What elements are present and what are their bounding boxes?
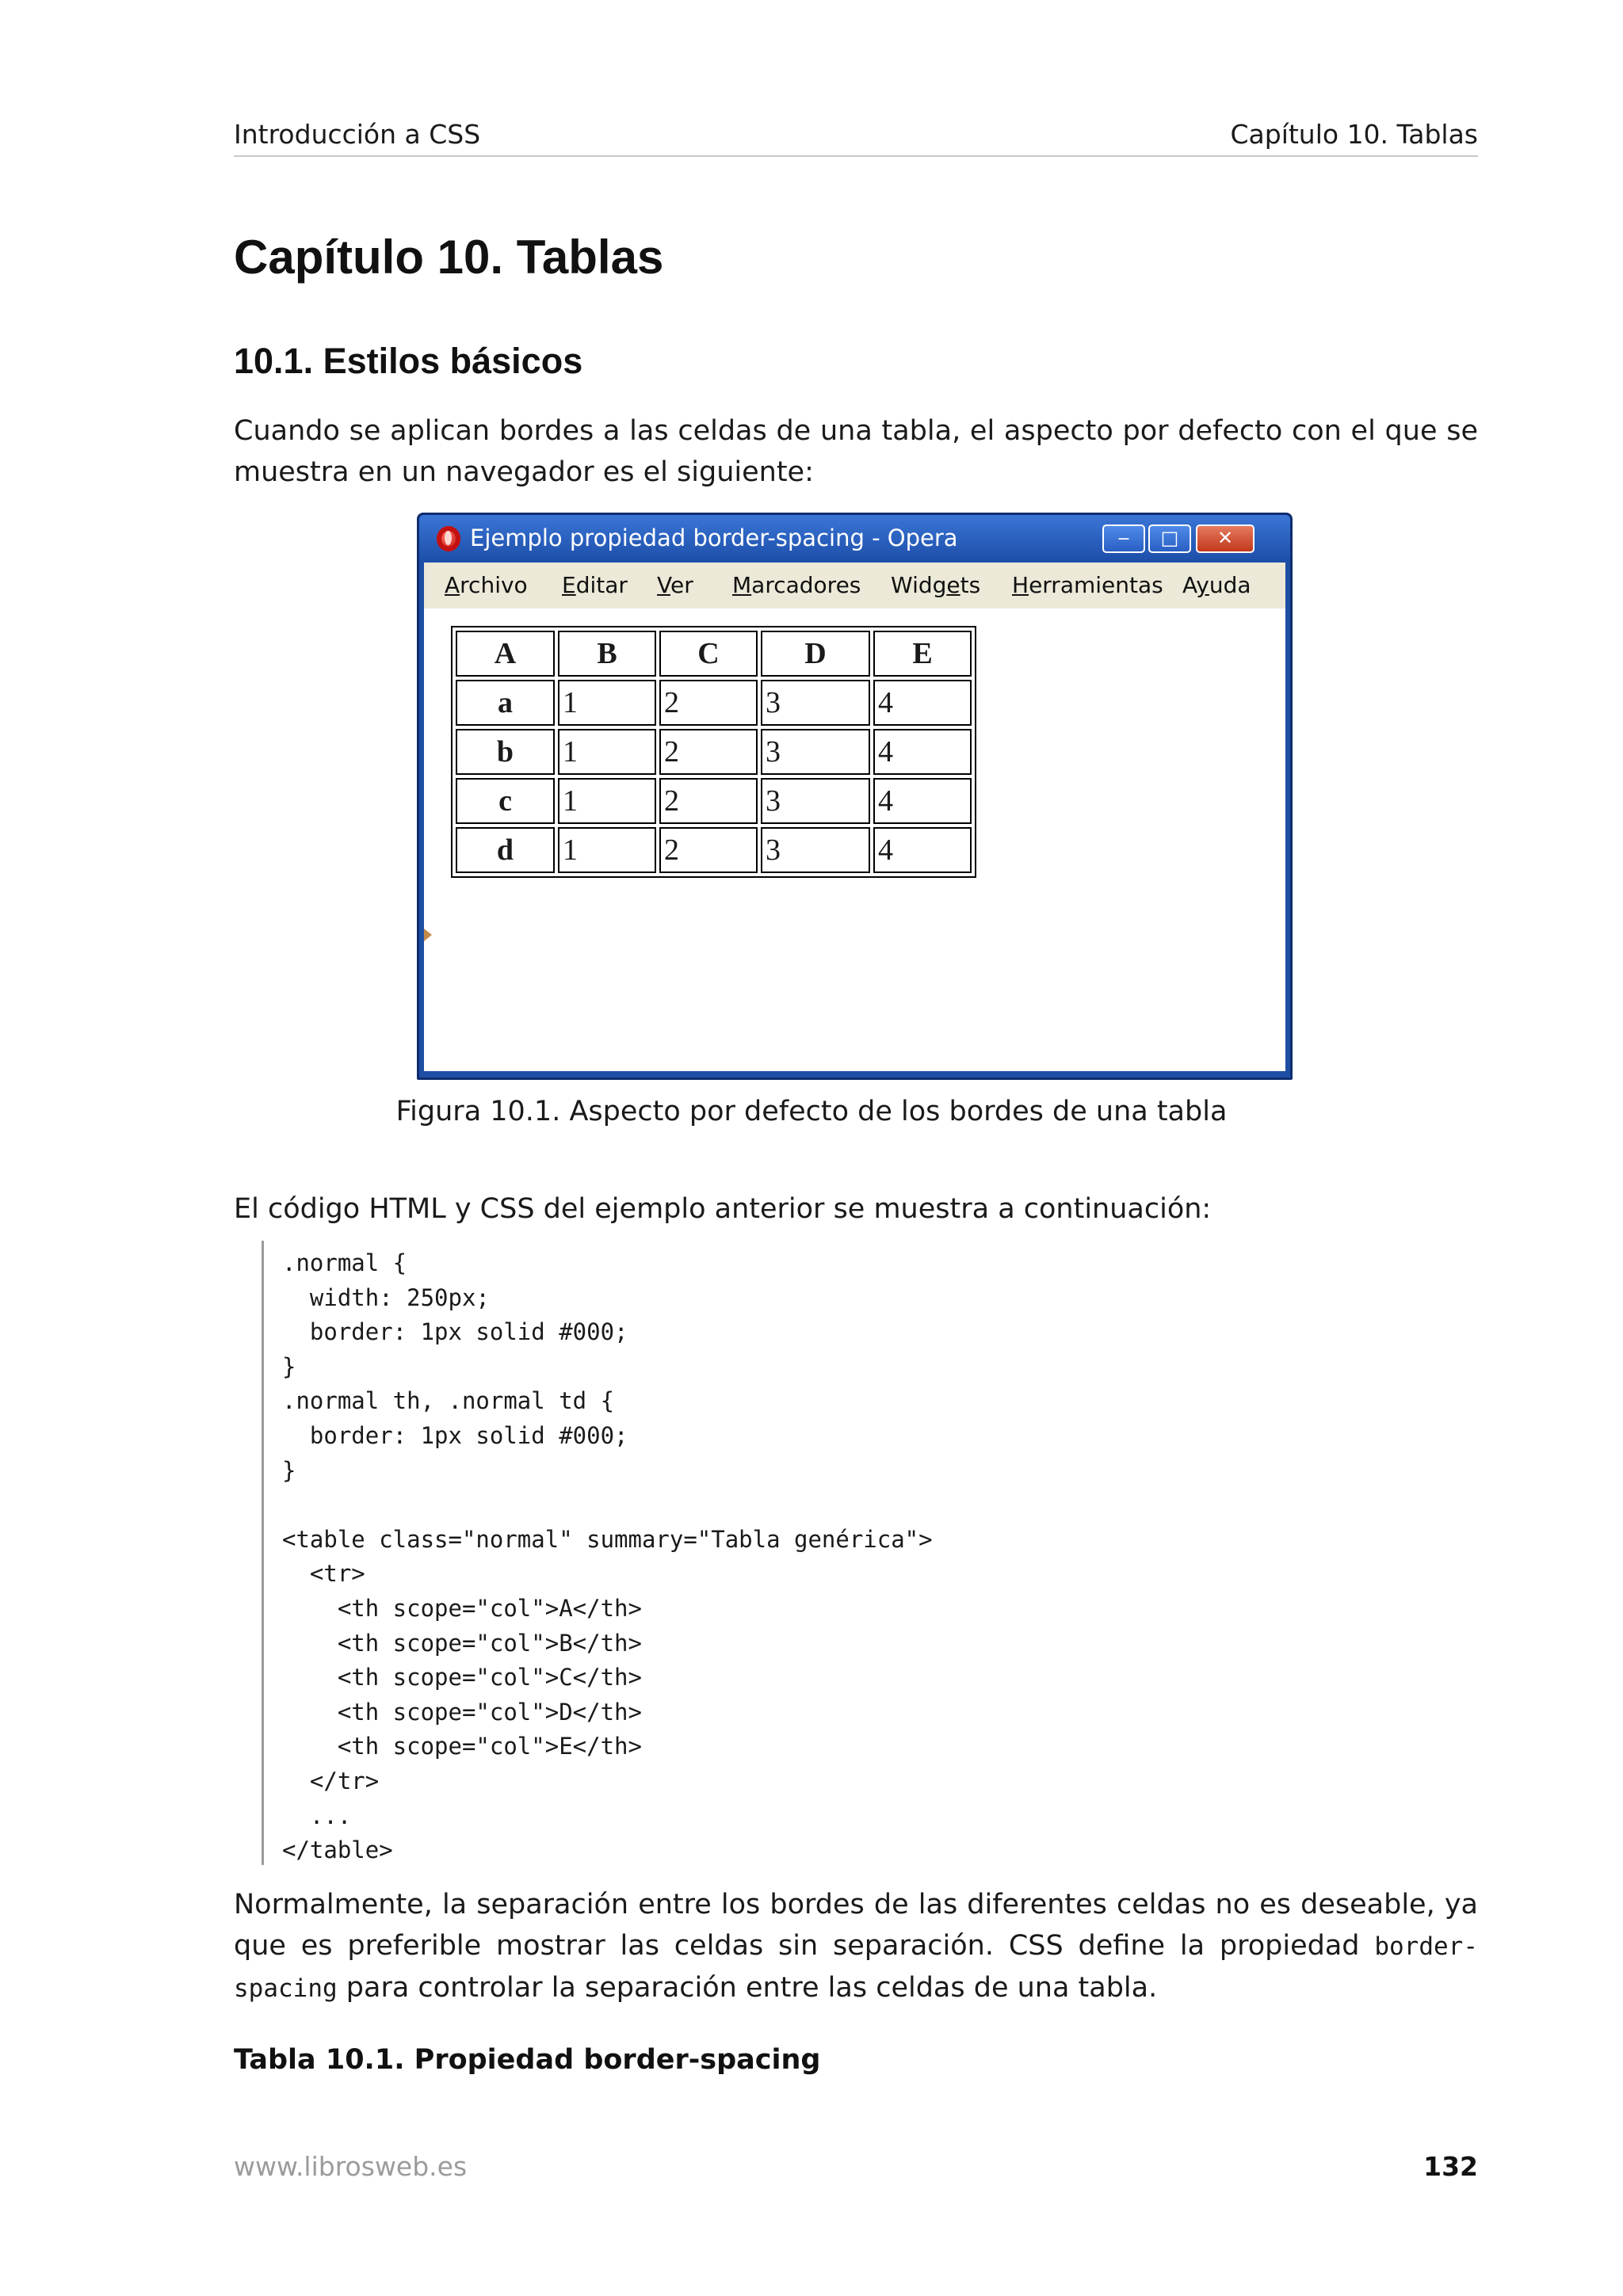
menu-archivo[interactable] [445,572,528,598]
running-header-right: Capítulo 10. Tablas [1230,119,1478,150]
menu-editar-post: ditar [575,572,628,598]
table-header-row [456,631,972,677]
menu-widgets-pre: Widg [891,572,947,598]
example-table [451,626,976,878]
menu-ayuda[interactable] [1182,572,1251,598]
table-cell: 3 [761,827,870,873]
running-header-left: Introducción a CSS [234,119,481,150]
table-row [456,827,972,873]
browser-window [417,513,1293,1080]
table-cell: 3 [761,778,870,824]
menu-widgets-post: ts [960,572,981,598]
table-header-cell: E [873,631,972,677]
code-intro-paragraph: El código HTML y CSS del ejemplo anterior se muestra a continuación: [234,1193,1212,1225]
menu-widgets-key: e [946,572,960,598]
menu-ver-post: er [670,572,693,598]
table-cell: 1 [558,827,656,873]
closing-paragraph [234,1884,1478,2009]
code-block-bar [262,1241,264,1865]
figure-caption: Figura 10.1. Aspecto por defecto de los bordes de una tabla [395,1096,1228,1127]
footer-site-link[interactable]: www.librosweb.es [234,2151,468,2182]
table-cell: 4 [873,827,972,873]
maximize-button[interactable]: □ [1148,524,1191,553]
closing-text-before: Normalmente, la separación entre los bordes de las diferentes celdas no es deseable, ya que es preferible mostrar las celdas sin separación. CSS define la propiedad [234,1889,1478,1962]
section-title: 10.1. Estilos básicos [234,341,583,381]
menu-editar[interactable] [562,572,628,598]
menu-archivo-post: rchivo [460,572,528,598]
menu-marcadores-post: arcadores [751,572,861,598]
table-cell: 2 [659,729,758,775]
window-titlebar [419,515,1290,563]
table-cell: 3 [761,729,870,775]
table-cell: 1 [558,680,656,726]
table-cell: 4 [873,778,972,824]
table-row [456,729,972,775]
table-row-header: a [456,680,555,726]
menu-ayuda-pre: A [1182,572,1197,598]
table-cell: 1 [558,778,656,824]
table-row-header: c [456,778,555,824]
table-cell: 4 [873,729,972,775]
table-cell: 3 [761,680,870,726]
opera-logo-icon [437,526,460,551]
table-cell: 2 [659,827,758,873]
close-button[interactable]: ✕ [1196,524,1254,553]
menu-widgets[interactable] [891,572,980,598]
table-header-cell: B [558,631,656,677]
intro-paragraph: Cuando se aplican bordes a las celdas de una tabla, el aspecto por defecto con el que se muestra en un navegador es el siguiente: [234,415,1478,488]
page-number: 132 [1423,2151,1478,2182]
table-row-header: b [456,729,555,775]
menu-herramientas-post: erramientas [1029,572,1163,598]
menu-herramientas-key: H [1012,572,1029,598]
table-cell: 2 [659,680,758,726]
table-row [456,778,972,824]
header-rule [234,155,1478,157]
table-title: Tabla 10.1. Propiedad border-spacing [234,2044,821,2076]
menu-archivo-key: A [445,572,460,598]
menu-editar-key: E [562,572,576,598]
code-block: .normal { width: 250px; border: 1px solid #000; } .normal th, .normal td { border: 1px solid #000; } <table class="normal" summary="Tabla genérica"> <tr> <th scope="col">A</th> <th scope="col">B</th> <th scope="col">C</th> <th scope="col">D</th> <th scope="col">E</th> </tr> ... </table> [282,1249,933,1864]
menu-ver-key: V [657,572,670,598]
table-row [456,680,972,726]
side-marker-icon [424,929,432,941]
table-cell: 1 [558,729,656,775]
closing-text-after: para controlar la separación entre las celdas de una tabla. [337,1972,1158,2004]
browser-viewport [424,608,1285,1071]
menu-ayuda-post: uda [1209,572,1251,598]
menu-bar [424,563,1285,608]
table-header-cell: C [659,631,758,677]
menu-marcadores[interactable] [732,572,861,598]
table-row-header: d [456,827,555,873]
window-title: Ejemplo propiedad border-spacing - Opera [470,524,958,551]
table-header-cell: A [456,631,555,677]
table-header-cell: D [761,631,870,677]
menu-ver[interactable] [657,572,693,598]
menu-ayuda-key: y [1196,572,1209,598]
chapter-title: Capítulo 10. Tablas [234,231,664,284]
table-cell: 2 [659,778,758,824]
menu-herramientas[interactable] [1012,572,1163,598]
minimize-button[interactable]: ‒ [1102,524,1145,553]
inline-code-border-spacing: border-spacing [234,1932,1478,2003]
menu-marcadores-key: M [732,572,752,598]
table-cell: 4 [873,680,972,726]
